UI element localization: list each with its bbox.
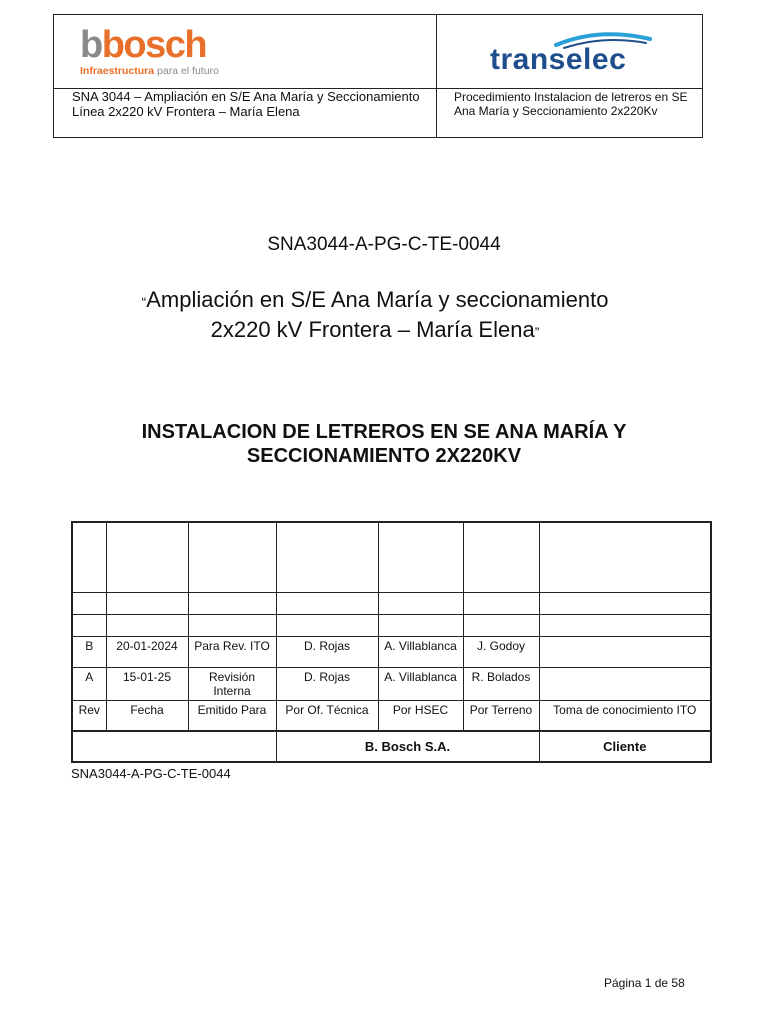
table-row-blank — [72, 614, 711, 636]
table-cell — [539, 614, 711, 636]
sign-blank-cell — [72, 731, 276, 762]
table-cell — [188, 592, 276, 614]
table-cell — [106, 614, 188, 636]
table-row-blank — [72, 522, 711, 592]
toma-cell — [539, 636, 711, 667]
bbosch-logo-tagline: Infraestructura para el futuro — [80, 65, 219, 77]
close-quote: ” — [534, 324, 540, 340]
table-cell — [188, 522, 276, 592]
hsec-cell: A. Villablanca — [378, 667, 463, 700]
page-number: Página 1 de 58 — [604, 976, 685, 990]
document-header — [53, 14, 703, 138]
table-cell — [72, 522, 106, 592]
table-cell — [106, 592, 188, 614]
table-cell — [188, 614, 276, 636]
table-cell — [378, 592, 463, 614]
open-quote: “ — [141, 294, 147, 310]
project-title — [130, 286, 620, 346]
emitido-cell: Para Rev. ITO — [188, 636, 276, 667]
bbosch-logo-wordmark: bbosch — [80, 24, 207, 66]
terreno-cell: R. Bolados — [463, 667, 539, 700]
document-title: INSTALACION DE LETREROS EN SE ANA MARÍA Y SECCIONAMIENTO 2X220KV — [141, 421, 627, 467]
bbosch-logo — [80, 23, 219, 77]
table-cell — [276, 614, 378, 636]
table-row-blank — [72, 592, 711, 614]
table-cell — [463, 522, 539, 592]
table-cell — [463, 614, 539, 636]
footer-document-code: SNA3044-A-PG-C-TE-0044 — [71, 766, 231, 781]
table-cell — [276, 592, 378, 614]
rev-cell: B — [72, 636, 106, 667]
header-fecha: Fecha — [106, 700, 188, 731]
header-toma: Toma de conocimiento ITO — [539, 700, 711, 731]
header-procedure-text: Procedimiento Instalacion de letreros en SE Ana María y Seccionamiento 2x220Kv — [454, 90, 688, 118]
terreno-cell: J. Godoy — [463, 636, 539, 667]
header-divider-vertical — [436, 15, 437, 137]
table-cell — [378, 522, 463, 592]
table-cell — [378, 614, 463, 636]
table-cell — [276, 522, 378, 592]
toma-cell — [539, 667, 711, 700]
revision-table — [71, 521, 712, 763]
transelec-logo — [484, 29, 664, 77]
tecnica-cell: D. Rojas — [276, 667, 378, 700]
table-header-row — [72, 700, 711, 731]
project-title-text: Ampliación en S/E Ana María y seccionamiento 2x220 kV Frontera – María Elena — [146, 287, 609, 342]
header-project-text: SNA 3044 – Ampliación en S/E Ana María y Seccionamiento Línea 2x220 kV Frontera – María Elena — [72, 89, 420, 119]
emitido-cell: Revisión Interna — [188, 667, 276, 700]
tecnica-cell: D. Rojas — [276, 636, 378, 667]
fecha-cell: 15-01-25 — [106, 667, 188, 700]
table-cell — [463, 592, 539, 614]
table-cell — [539, 522, 711, 592]
header-hsec: Por HSEC — [378, 700, 463, 731]
client-signature-cell: Cliente — [539, 731, 711, 762]
rev-cell: A — [72, 667, 106, 700]
table-row-revision-a — [72, 667, 711, 700]
table-cell — [106, 522, 188, 592]
table-sign-row — [72, 731, 711, 762]
document-code: SNA3044-A-PG-C-TE-0044 — [267, 234, 501, 255]
header-rev: Rev — [72, 700, 106, 731]
header-tecnica: Por Of. Técnica — [276, 700, 378, 731]
table-cell — [72, 614, 106, 636]
company-signature-cell: B. Bosch S.A. — [276, 731, 539, 762]
fecha-cell: 20-01-2024 — [106, 636, 188, 667]
header-terreno: Por Terreno — [463, 700, 539, 731]
table-row-revision-b — [72, 636, 711, 667]
header-emitido: Emitido Para — [188, 700, 276, 731]
transelec-logo-wordmark: transelec — [490, 43, 627, 76]
hsec-cell: A. Villablanca — [378, 636, 463, 667]
table-cell — [539, 592, 711, 614]
table-cell — [72, 592, 106, 614]
